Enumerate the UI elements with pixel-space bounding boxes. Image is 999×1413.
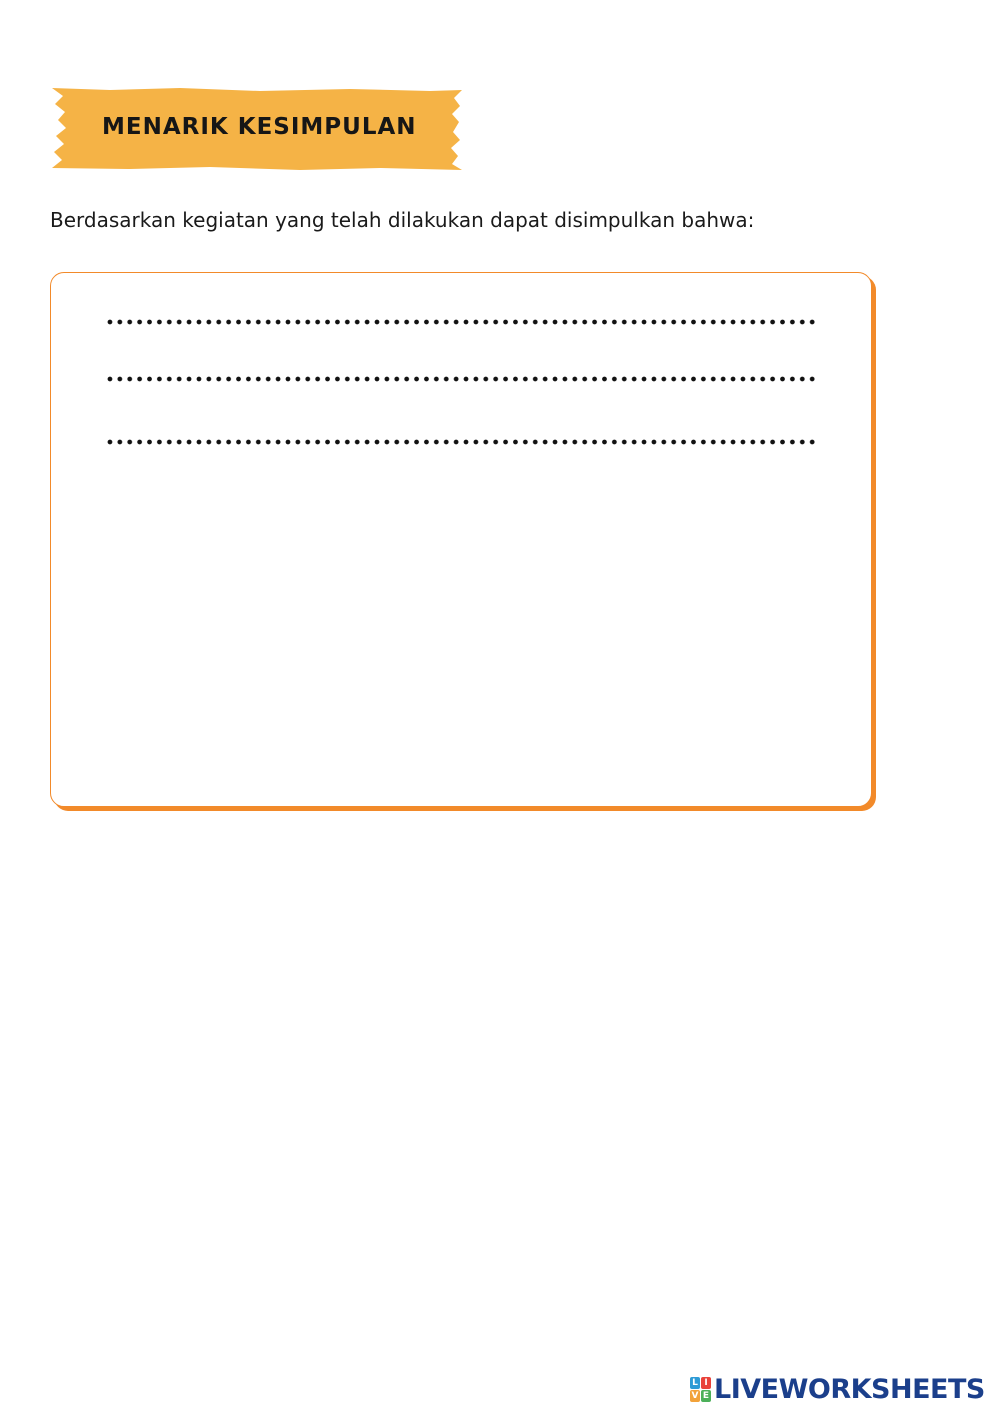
logo-text: LIVEWORKSHEETS [714, 1373, 985, 1405]
answer-line-1[interactable] [105, 319, 817, 325]
instruction-text: Berdasarkan kegiatan yang telah dilakukan dapat disimpulkan bahwa: [50, 208, 755, 232]
logo-letter: E [702, 1390, 710, 1401]
logo-letter: I [701, 1377, 711, 1389]
logo-mark-icon [690, 1377, 711, 1402]
liveworksheets-logo [690, 1374, 985, 1404]
answer-line-3[interactable] [105, 439, 817, 445]
logo-letter: V [691, 1390, 699, 1401]
logo-letter: L [690, 1377, 700, 1389]
answer-line-2[interactable] [105, 376, 817, 382]
title-banner [50, 88, 464, 170]
answer-box[interactable] [50, 272, 872, 807]
page-title: MENARIK KESIMPULAN [102, 114, 417, 140]
